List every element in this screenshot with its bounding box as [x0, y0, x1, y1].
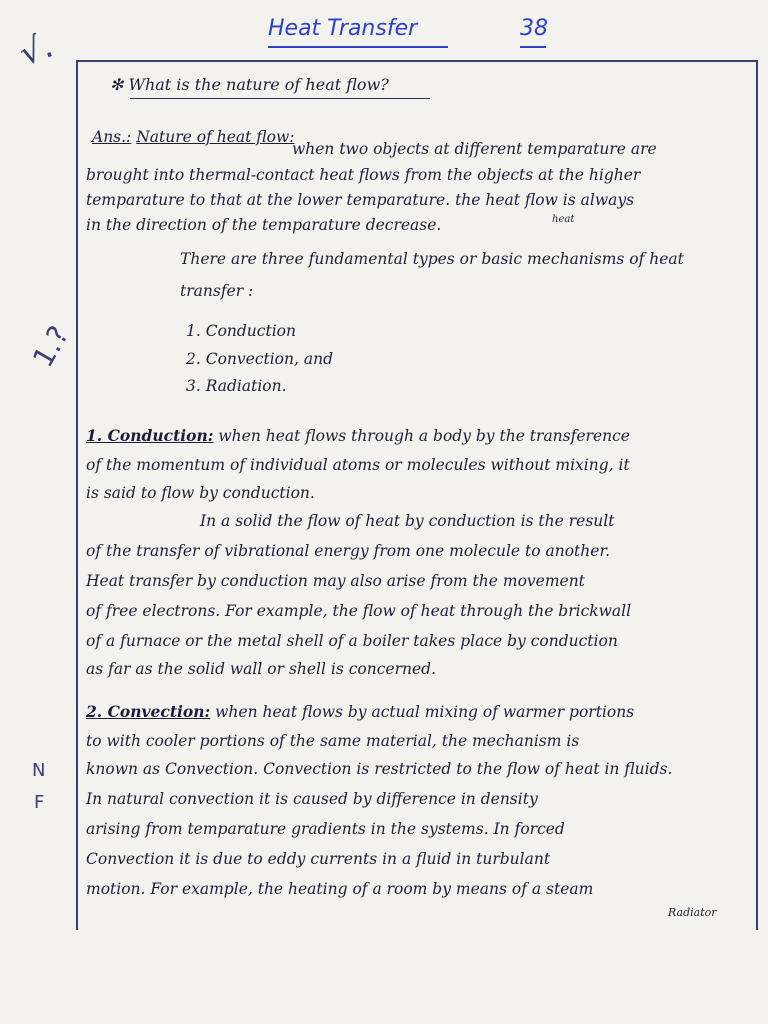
convection-line: arising from temparature gradients in the systems. In forced [86, 820, 565, 838]
mechanism-item: 2. Convection, and [186, 350, 334, 368]
answer-correction: heat [552, 214, 575, 225]
answer-label-line [92, 128, 294, 146]
conduction-first-line [86, 426, 630, 445]
right-margin-rule [756, 60, 758, 930]
margin-check-mark: √. [14, 25, 59, 75]
left-margin-rule [76, 60, 78, 930]
margin-letter-n: N [32, 760, 46, 781]
conduction-line: Heat transfer by conduction may also arise from the movement [86, 572, 585, 590]
answer-line: when two objects at different temparature are [292, 140, 657, 158]
conduction-line: of a furnace or the metal shell of a boiler takes place by conduction [86, 632, 618, 650]
convection-line: when heat flows by actual mixing of warmer portions [215, 703, 635, 721]
answer-heading: Nature of heat flow: [136, 128, 295, 146]
conduction-line: when heat flows through a body by the transference [218, 427, 630, 445]
top-margin-rule [76, 60, 756, 62]
conduction-line: as far as the solid wall or shell is concerned. [86, 660, 436, 678]
conduction-line: of free electrons. For example, the flow of heat through the brickwall [86, 602, 632, 620]
continuation-word: Radiator [668, 906, 717, 919]
conduction-line: In a solid the flow of heat by conduction is the result [200, 512, 615, 530]
answer-label: Ans.: [92, 128, 132, 146]
convection-line: In natural convection it is caused by difference in density [86, 790, 538, 808]
question-text: What is the nature of heat flow? [128, 75, 389, 94]
conduction-label: 1. Conduction: [86, 426, 214, 445]
margin-letter-f: F [34, 792, 45, 813]
conduction-line: is said to flow by conduction. [86, 484, 315, 502]
convection-line: Convection it is due to eddy currents in a fluid in turbulant [86, 850, 551, 868]
page-title: Heat Transfer [268, 16, 418, 41]
answer-line: in the direction of the temparature decrease. [86, 216, 442, 234]
convection-line: known as Convection. Convection is restricted to the flow of heat in fluids. [86, 760, 673, 778]
mechanism-item: 3. Radiation. [186, 377, 287, 395]
conduction-line: of the momentum of individual atoms or molecules without mixing, it [86, 456, 630, 474]
mechanisms-intro: There are three fundamental types or basic mechanisms of heat [180, 250, 684, 268]
convection-line: to with cooler portions of the same material, the mechanism is [86, 732, 580, 750]
convection-first-line [86, 702, 634, 721]
convection-label: 2. Convection: [86, 702, 211, 721]
title-underline [268, 46, 448, 48]
answer-line: brought into thermal-contact heat flows from the objects at the higher [86, 166, 641, 184]
question-line [110, 75, 389, 94]
conduction-line: of the transfer of vibrational energy from one molecule to another. [86, 542, 611, 560]
mechanisms-intro: transfer : [180, 282, 254, 300]
mechanism-item: 1. Conduction [186, 322, 296, 340]
page-number-underline [520, 46, 546, 48]
margin-note-mark: 1.? [26, 320, 76, 373]
answer-line: temparature to that at the lower temparature. the heat flow is always [86, 191, 635, 209]
question-underline [130, 98, 430, 99]
convection-line: motion. For example, the heating of a room by means of a steam [86, 880, 594, 898]
question-marker: ✻ [110, 75, 124, 94]
page-number: 38 [520, 16, 548, 41]
